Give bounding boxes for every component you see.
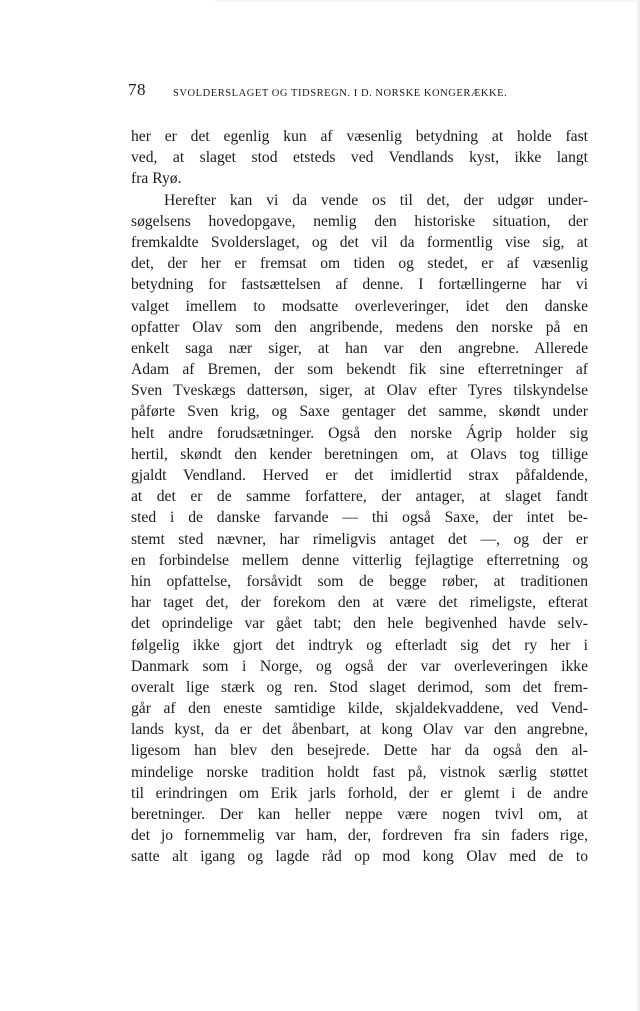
text-line: til erindringen om Erik jarls forhold, der er glemt i de andre — [131, 784, 588, 802]
text-line: Herefter kan vi da vende os til det, der udgør under- — [164, 191, 588, 209]
text-line: søgelsens hovedopgave, nemlig den historiske situation, der — [131, 212, 588, 230]
text-line: følgelig ikke gjort det indtryk og efterladt sig det ry her i — [131, 636, 588, 654]
text-line: enkelt saga nær siger, at han var den angrebne. Allerede — [131, 339, 588, 357]
text-line: at det er de samme forfattere, der antager, at slaget fandt — [131, 488, 588, 506]
body-text — [131, 126, 588, 868]
text-line: går af den eneste samtidige kilde, skjaldekvaddene, ved Vend- — [131, 700, 588, 718]
text-line: hin opfattelse, forsåvidt som de begge røber, at traditionen — [131, 572, 588, 590]
text-line: det, der her er fremsat om tiden og stedet, er af væsenlig — [131, 255, 588, 273]
text-line: Danmark som i Norge, og også der var overleveringen ikke — [131, 657, 588, 675]
text-line: hertil, skøndt den kender beretningen om, at Olavs tog tillige — [131, 445, 588, 463]
text-line: det jo fornemmelig var ham, der, fordreven fra sin faders rige, — [131, 827, 588, 845]
text-line: ligesom han blev den besejrede. Dette har da også den al- — [131, 742, 588, 760]
text-line: fremkaldte Svolderslaget, og det vil da formentlig vise sig, at — [131, 233, 588, 251]
text-line: fra Ryø. — [131, 170, 182, 188]
page-number: 78 — [128, 80, 146, 99]
text-line: beretninger. Der kan heller neppe være nogen tvivl om, at — [131, 806, 588, 823]
text-line: mindelige norske tradition holdt fast på, vistnok særlig støttet — [131, 763, 588, 781]
text-line: Sven Tveskægs dattersøn, siger, at Olav efter Tyres tilskyndelse — [131, 382, 588, 400]
text-line: en forbindelse mellem denne vitterlig fejlagtige efterretning og — [131, 551, 588, 569]
page-edge-shadow-top — [215, 0, 640, 3]
page-edge-shadow-right — [636, 0, 640, 1011]
running-head-title: SVOLDERSLAGET OG TIDSREGN. I D. NORSKE KONGERÆKKE. — [173, 88, 508, 99]
text-line: satte alt igang og lagde råd op mod kong Olav med de to — [131, 848, 588, 866]
text-line: her er det egenlig kun af væsenlig betydning at holde fast — [131, 128, 588, 145]
text-line: stemt sted nævner, har rimeligvis antaget det —, og der er — [131, 530, 588, 548]
text-line: gjaldt Vendland. Herved er det imidlertid strax påfaldende, — [131, 467, 588, 484]
text-line: ved, at slaget stod etsteds ved Vendlands kyst, ikke langt — [131, 149, 588, 167]
text-line: betydning for fastsættelsen af denne. I fortællingerne har vi — [131, 276, 588, 294]
running-head — [128, 80, 588, 104]
text-line: sted i de danske farvande — thi også Saxe, der intet be- — [131, 509, 588, 527]
text-line: lands kyst, da er det åbenbart, at kong Olav var den angrebne, — [131, 721, 588, 739]
text-line: har taget det, der forekom den at være det rimeligste, efterat — [131, 594, 588, 612]
text-line: påførte Sven krig, og Saxe gentager det samme, skøndt under — [131, 403, 588, 421]
text-line: valget imellem to modsatte overleveringer, idet den danske — [131, 297, 588, 315]
text-line: Adam af Bremen, der som bekendt fik sine efterretninger af — [131, 361, 588, 379]
text-line: overalt lige stærk og ren. Stod slaget derimod, som det frem- — [131, 678, 588, 696]
text-line: det oprindelige var gået tabt; den hele begivenhed havde selv- — [131, 615, 588, 633]
text-line: helt andre forudsætninger. Også den norske Ágrip holder sig — [131, 424, 588, 442]
text-line: opfatter Olav som den angribende, medens den norske på en — [131, 318, 588, 336]
